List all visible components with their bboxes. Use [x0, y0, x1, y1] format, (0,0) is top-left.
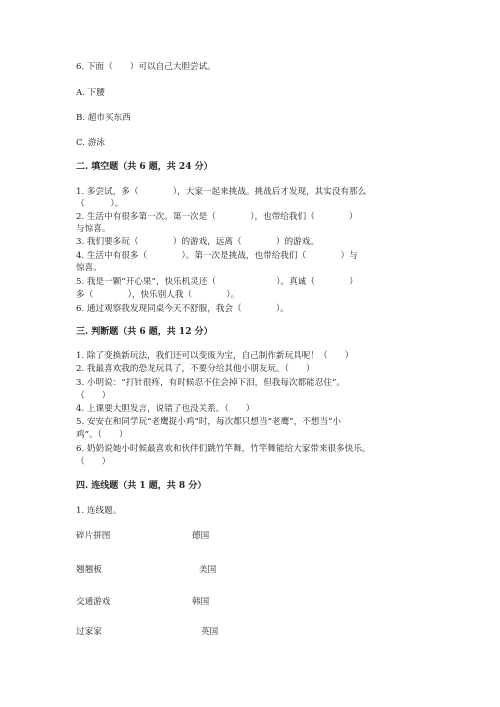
matching-right-item: 德国 — [192, 531, 210, 541]
true-false-line: 3. 小明说：“打针很疼，有时候忍不住会掉下泪，但我每次都能忍住”。 — [76, 378, 345, 388]
fill-in-line: 4. 生活中有很多（ ）。第一次是挑战，也带给我们（ ）与 — [76, 251, 358, 261]
true-false-line: 5. 安安在和同学玩“老鹰捉小鸡”时，每次都只想当“老鹰”，不想当“小 — [76, 417, 341, 427]
section-heading-true-false: 三. 判断题（共 6 题，共 12 分） — [76, 327, 213, 337]
fill-in-line: 1. 多尝试，多（ ），大家一起来挑战。挑战后才发现，其实没有那么 — [76, 187, 367, 197]
question-6-option-b: B. 超市买东西 — [76, 113, 131, 123]
fill-in-line: 与惊喜。 — [76, 224, 111, 234]
matching-left-item: 翘翘板 — [76, 565, 102, 575]
true-false-line: 2. 我最喜欢我的恐龙玩具了，不要分给其他小朋友玩。（ ） — [76, 364, 315, 374]
fill-in-line: （ ）。 — [76, 199, 124, 209]
true-false-line: （ ） — [76, 391, 111, 401]
fill-in-line: 6. 通过观察我发现同桌今天不舒服，我会（ ）。 — [76, 304, 289, 314]
section-heading-matching: 四. 连线题（共 1 题，共 8 分） — [76, 481, 207, 491]
matching-question: 1. 连线题。 — [76, 506, 122, 516]
true-false-line: 6. 奶奶说她小时候最喜欢和伙伴们跳竹竿舞，竹竿舞能给大家带来很多快乐。 — [76, 444, 371, 454]
question-6-option-a: A. 下腰 — [76, 88, 105, 98]
true-false-line: 1. 除了变换新玩法，我们还可以变废为宝，自己制作新玩具呢！（ ） — [76, 351, 354, 361]
fill-in-line: 5. 我是一颗“开心果”，快乐机灵还（ ）。真诚（ ） — [76, 277, 358, 287]
matching-left-item: 过家家 — [76, 627, 102, 637]
true-false-line: 4. 上课要大胆发言，说错了也没关系。（ ） — [76, 404, 255, 414]
matching-right-item: 韩国 — [192, 597, 210, 607]
fill-in-line: 2. 生活中有很多第一次。第一次是（ ），也带给我们（ ） — [76, 212, 358, 222]
fill-in-line: 3. 我们要多玩（ ）的游戏，远离（ ）的游戏。 — [76, 237, 319, 247]
section-heading-fill-in: 二. 填空题（共 6 题，共 24 分） — [76, 162, 213, 172]
matching-left-item: 交通游戏 — [76, 597, 111, 607]
question-6-option-c: C. 游泳 — [76, 138, 105, 148]
fill-in-line: 惊喜。 — [76, 263, 102, 273]
matching-right-item: 英国 — [201, 627, 219, 637]
fill-in-line: 多（ ），快乐别人我（ ）。 — [76, 290, 240, 300]
true-false-line: （ ） — [76, 457, 111, 467]
question-6-stem: 6. 下面（ ）可以自己大胆尝试。 — [76, 62, 216, 72]
true-false-line: 鸡”。（ ） — [76, 430, 128, 440]
matching-left-item: 碎片拼图 — [76, 531, 111, 541]
matching-right-item: 美国 — [199, 565, 217, 575]
